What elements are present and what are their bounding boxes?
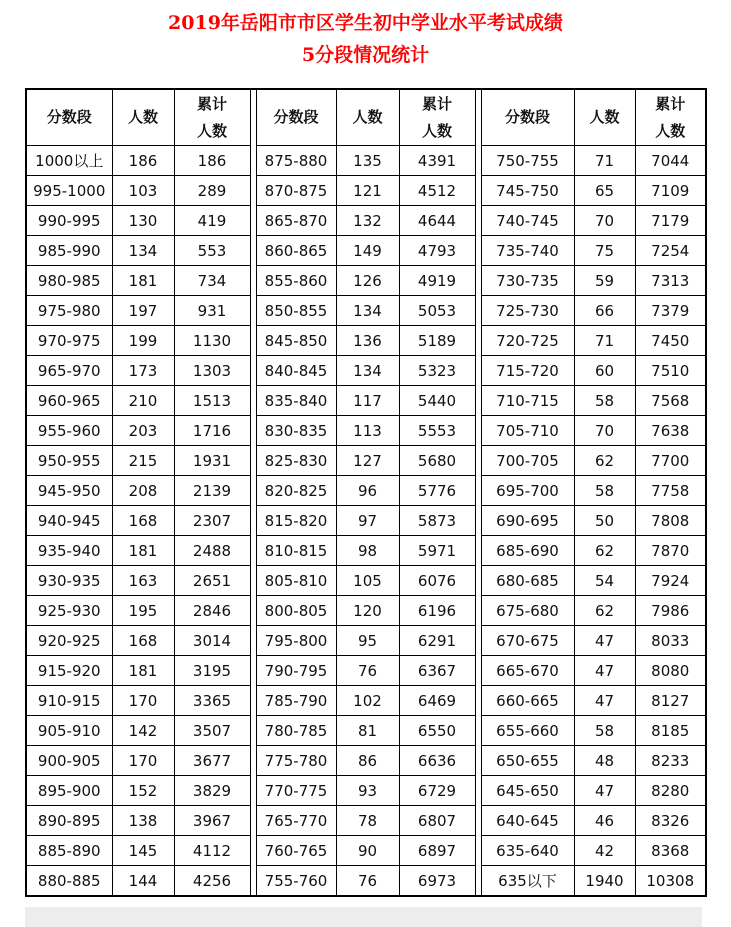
score-range-cell: 955-960 bbox=[26, 416, 112, 446]
count-cell: 149 bbox=[336, 236, 399, 266]
count-cell: 47 bbox=[574, 626, 635, 656]
header-count: 人数 bbox=[112, 89, 174, 146]
cumulative-cell: 5189 bbox=[399, 326, 475, 356]
count-cell: 65 bbox=[574, 176, 635, 206]
score-range-cell: 695-700 bbox=[481, 476, 574, 506]
score-range-cell: 930-935 bbox=[26, 566, 112, 596]
cumulative-cell: 5873 bbox=[399, 506, 475, 536]
score-range-cell: 790-795 bbox=[256, 656, 336, 686]
cumulative-cell: 4112 bbox=[174, 836, 250, 866]
cumulative-cell: 4644 bbox=[399, 206, 475, 236]
cumulative-cell: 4512 bbox=[399, 176, 475, 206]
score-range-cell: 960-965 bbox=[26, 386, 112, 416]
cumulative-cell: 3507 bbox=[174, 716, 250, 746]
count-cell: 152 bbox=[112, 776, 174, 806]
table-row bbox=[26, 506, 706, 536]
table-row bbox=[26, 596, 706, 626]
header-score-range: 分数段 bbox=[26, 89, 112, 146]
score-range-cell: 830-835 bbox=[256, 416, 336, 446]
table-row bbox=[26, 626, 706, 656]
count-cell: 66 bbox=[574, 296, 635, 326]
count-cell: 96 bbox=[336, 476, 399, 506]
cumulative-cell: 7510 bbox=[635, 356, 706, 386]
count-cell: 60 bbox=[574, 356, 635, 386]
cumulative-cell: 7044 bbox=[635, 146, 706, 176]
score-range-cell: 995-1000 bbox=[26, 176, 112, 206]
cumulative-cell: 8280 bbox=[635, 776, 706, 806]
cumulative-cell: 5323 bbox=[399, 356, 475, 386]
score-range-cell: 950-955 bbox=[26, 446, 112, 476]
table-body bbox=[26, 146, 706, 897]
count-cell: 173 bbox=[112, 356, 174, 386]
cumulative-cell: 6367 bbox=[399, 656, 475, 686]
cumulative-cell: 4391 bbox=[399, 146, 475, 176]
score-range-cell: 795-800 bbox=[256, 626, 336, 656]
count-cell: 98 bbox=[336, 536, 399, 566]
cumulative-cell: 7924 bbox=[635, 566, 706, 596]
table-row bbox=[26, 566, 706, 596]
cumulative-cell: 7870 bbox=[635, 536, 706, 566]
count-cell: 144 bbox=[112, 866, 174, 897]
count-cell: 134 bbox=[336, 296, 399, 326]
score-range-cell: 860-865 bbox=[256, 236, 336, 266]
count-cell: 71 bbox=[574, 326, 635, 356]
score-range-cell: 825-830 bbox=[256, 446, 336, 476]
cumulative-cell: 7313 bbox=[635, 266, 706, 296]
score-range-cell: 720-725 bbox=[481, 326, 574, 356]
count-cell: 105 bbox=[336, 566, 399, 596]
score-range-cell: 765-770 bbox=[256, 806, 336, 836]
score-range-cell: 780-785 bbox=[256, 716, 336, 746]
cumulative-cell: 2139 bbox=[174, 476, 250, 506]
cumulative-cell: 7758 bbox=[635, 476, 706, 506]
count-cell: 197 bbox=[112, 296, 174, 326]
cumulative-cell: 6550 bbox=[399, 716, 475, 746]
count-cell: 50 bbox=[574, 506, 635, 536]
table-row bbox=[26, 476, 706, 506]
table-row bbox=[26, 686, 706, 716]
score-range-cell: 750-755 bbox=[481, 146, 574, 176]
table-row bbox=[26, 446, 706, 476]
cumulative-cell: 7254 bbox=[635, 236, 706, 266]
cumulative-cell: 1303 bbox=[174, 356, 250, 386]
count-cell: 46 bbox=[574, 806, 635, 836]
score-range-cell: 675-680 bbox=[481, 596, 574, 626]
score-range-cell: 980-985 bbox=[26, 266, 112, 296]
table-row bbox=[26, 536, 706, 566]
cumulative-cell: 7450 bbox=[635, 326, 706, 356]
score-range-cell: 660-665 bbox=[481, 686, 574, 716]
score-range-cell: 945-950 bbox=[26, 476, 112, 506]
table-row bbox=[26, 146, 706, 176]
cumulative-cell: 3195 bbox=[174, 656, 250, 686]
cumulative-cell: 4793 bbox=[399, 236, 475, 266]
score-range-cell: 970-975 bbox=[26, 326, 112, 356]
count-cell: 71 bbox=[574, 146, 635, 176]
score-range-cell: 815-820 bbox=[256, 506, 336, 536]
score-range-cell: 665-670 bbox=[481, 656, 574, 686]
cumulative-cell: 7179 bbox=[635, 206, 706, 236]
score-range-cell: 735-740 bbox=[481, 236, 574, 266]
count-cell: 47 bbox=[574, 776, 635, 806]
score-range-cell: 805-810 bbox=[256, 566, 336, 596]
count-cell: 1940 bbox=[574, 866, 635, 897]
count-cell: 62 bbox=[574, 446, 635, 476]
score-range-cell: 785-790 bbox=[256, 686, 336, 716]
cumulative-cell: 2307 bbox=[174, 506, 250, 536]
count-cell: 76 bbox=[336, 866, 399, 897]
count-cell: 168 bbox=[112, 506, 174, 536]
table-row bbox=[26, 386, 706, 416]
header-cumulative bbox=[399, 89, 475, 146]
header-cumulative bbox=[174, 89, 250, 146]
score-range-cell: 840-845 bbox=[256, 356, 336, 386]
score-range-cell: 855-860 bbox=[256, 266, 336, 296]
count-cell: 47 bbox=[574, 686, 635, 716]
count-cell: 199 bbox=[112, 326, 174, 356]
count-cell: 47 bbox=[574, 656, 635, 686]
count-cell: 186 bbox=[112, 146, 174, 176]
score-range-cell: 880-885 bbox=[26, 866, 112, 897]
table-row bbox=[26, 716, 706, 746]
count-cell: 181 bbox=[112, 656, 174, 686]
cumulative-cell: 7700 bbox=[635, 446, 706, 476]
count-cell: 215 bbox=[112, 446, 174, 476]
score-distribution-table bbox=[25, 88, 707, 897]
score-range-cell: 635以下 bbox=[481, 866, 574, 897]
score-range-cell: 760-765 bbox=[256, 836, 336, 866]
cumulative-cell: 289 bbox=[174, 176, 250, 206]
score-range-cell: 705-710 bbox=[481, 416, 574, 446]
count-cell: 81 bbox=[336, 716, 399, 746]
score-range-cell: 835-840 bbox=[256, 386, 336, 416]
cumulative-cell: 1931 bbox=[174, 446, 250, 476]
count-cell: 62 bbox=[574, 596, 635, 626]
score-range-cell: 845-850 bbox=[256, 326, 336, 356]
count-cell: 126 bbox=[336, 266, 399, 296]
table-row bbox=[26, 806, 706, 836]
cumulative-cell: 6807 bbox=[399, 806, 475, 836]
cumulative-cell: 734 bbox=[174, 266, 250, 296]
score-range-cell: 640-645 bbox=[481, 806, 574, 836]
score-range-cell: 810-815 bbox=[256, 536, 336, 566]
count-cell: 142 bbox=[112, 716, 174, 746]
score-range-cell: 700-705 bbox=[481, 446, 574, 476]
cumulative-cell: 7638 bbox=[635, 416, 706, 446]
cumulative-cell: 5053 bbox=[399, 296, 475, 326]
table-row bbox=[26, 206, 706, 236]
count-cell: 138 bbox=[112, 806, 174, 836]
score-range-cell: 710-715 bbox=[481, 386, 574, 416]
cumulative-cell: 3967 bbox=[174, 806, 250, 836]
table-row bbox=[26, 356, 706, 386]
cumulative-cell: 5971 bbox=[399, 536, 475, 566]
cumulative-cell: 2846 bbox=[174, 596, 250, 626]
score-range-cell: 680-685 bbox=[481, 566, 574, 596]
count-cell: 58 bbox=[574, 386, 635, 416]
count-cell: 134 bbox=[112, 236, 174, 266]
cumulative-cell: 3014 bbox=[174, 626, 250, 656]
count-cell: 48 bbox=[574, 746, 635, 776]
cumulative-cell: 5680 bbox=[399, 446, 475, 476]
score-range-cell: 940-945 bbox=[26, 506, 112, 536]
count-cell: 54 bbox=[574, 566, 635, 596]
header-score-range: 分数段 bbox=[481, 89, 574, 146]
cumulative-cell: 3677 bbox=[174, 746, 250, 776]
count-cell: 210 bbox=[112, 386, 174, 416]
cumulative-cell: 6636 bbox=[399, 746, 475, 776]
count-cell: 70 bbox=[574, 416, 635, 446]
cumulative-cell: 5776 bbox=[399, 476, 475, 506]
cumulative-cell: 6729 bbox=[399, 776, 475, 806]
score-range-cell: 1000以上 bbox=[26, 146, 112, 176]
cumulative-cell: 6196 bbox=[399, 596, 475, 626]
cumulative-cell: 8185 bbox=[635, 716, 706, 746]
cumulative-cell: 7568 bbox=[635, 386, 706, 416]
score-range-cell: 690-695 bbox=[481, 506, 574, 536]
count-cell: 134 bbox=[336, 356, 399, 386]
count-cell: 93 bbox=[336, 776, 399, 806]
count-cell: 90 bbox=[336, 836, 399, 866]
cumulative-cell: 8326 bbox=[635, 806, 706, 836]
cumulative-cell: 10308 bbox=[635, 866, 706, 897]
count-cell: 62 bbox=[574, 536, 635, 566]
count-cell: 170 bbox=[112, 746, 174, 776]
count-cell: 95 bbox=[336, 626, 399, 656]
score-range-cell: 885-890 bbox=[26, 836, 112, 866]
table-row bbox=[26, 326, 706, 356]
cumulative-cell: 4256 bbox=[174, 866, 250, 897]
count-cell: 59 bbox=[574, 266, 635, 296]
header-cumulative bbox=[635, 89, 706, 146]
header-cumulative-line2: 人数 bbox=[655, 121, 686, 140]
cumulative-cell: 4919 bbox=[399, 266, 475, 296]
bottom-bar bbox=[25, 907, 702, 927]
score-range-cell: 975-980 bbox=[26, 296, 112, 326]
score-range-cell: 910-915 bbox=[26, 686, 112, 716]
header-cumulative-line1: 累计 bbox=[196, 94, 227, 113]
count-cell: 203 bbox=[112, 416, 174, 446]
cumulative-cell: 419 bbox=[174, 206, 250, 236]
score-range-cell: 870-875 bbox=[256, 176, 336, 206]
cumulative-cell: 6469 bbox=[399, 686, 475, 716]
count-cell: 145 bbox=[112, 836, 174, 866]
header-score-range: 分数段 bbox=[256, 89, 336, 146]
cumulative-cell: 6897 bbox=[399, 836, 475, 866]
header-cumulative-line2: 人数 bbox=[196, 121, 227, 140]
document-subtitle: 5分段情况统计 bbox=[301, 44, 430, 66]
score-range-cell: 985-990 bbox=[26, 236, 112, 266]
count-cell: 75 bbox=[574, 236, 635, 266]
count-cell: 168 bbox=[112, 626, 174, 656]
cumulative-cell: 8080 bbox=[635, 656, 706, 686]
table-row bbox=[26, 776, 706, 806]
score-range-cell: 935-940 bbox=[26, 536, 112, 566]
cumulative-cell: 8033 bbox=[635, 626, 706, 656]
cumulative-cell: 553 bbox=[174, 236, 250, 266]
document-title: 2019年岳阳市市区学生初中学业水平考试成绩 bbox=[168, 12, 563, 34]
count-cell: 102 bbox=[336, 686, 399, 716]
count-cell: 132 bbox=[336, 206, 399, 236]
cumulative-cell: 2651 bbox=[174, 566, 250, 596]
score-range-cell: 755-760 bbox=[256, 866, 336, 897]
count-cell: 130 bbox=[112, 206, 174, 236]
cumulative-cell: 3365 bbox=[174, 686, 250, 716]
score-range-cell: 730-735 bbox=[481, 266, 574, 296]
cumulative-cell: 7379 bbox=[635, 296, 706, 326]
score-range-cell: 965-970 bbox=[26, 356, 112, 386]
cumulative-cell: 6291 bbox=[399, 626, 475, 656]
count-cell: 170 bbox=[112, 686, 174, 716]
cumulative-cell: 1130 bbox=[174, 326, 250, 356]
header-count: 人数 bbox=[574, 89, 635, 146]
count-cell: 135 bbox=[336, 146, 399, 176]
count-cell: 121 bbox=[336, 176, 399, 206]
score-range-cell: 905-910 bbox=[26, 716, 112, 746]
score-range-cell: 850-855 bbox=[256, 296, 336, 326]
cumulative-cell: 1716 bbox=[174, 416, 250, 446]
cumulative-cell: 6973 bbox=[399, 866, 475, 897]
table-row bbox=[26, 236, 706, 266]
cumulative-cell: 8233 bbox=[635, 746, 706, 776]
score-range-cell: 890-895 bbox=[26, 806, 112, 836]
score-range-cell: 685-690 bbox=[481, 536, 574, 566]
cumulative-cell: 186 bbox=[174, 146, 250, 176]
cumulative-cell: 8368 bbox=[635, 836, 706, 866]
count-cell: 181 bbox=[112, 266, 174, 296]
count-cell: 42 bbox=[574, 836, 635, 866]
cumulative-cell: 1513 bbox=[174, 386, 250, 416]
score-range-cell: 820-825 bbox=[256, 476, 336, 506]
cumulative-cell: 5440 bbox=[399, 386, 475, 416]
count-cell: 120 bbox=[336, 596, 399, 626]
cumulative-cell: 3829 bbox=[174, 776, 250, 806]
header-cumulative-line1: 累计 bbox=[421, 94, 452, 113]
table-header-row bbox=[26, 89, 706, 146]
cumulative-cell: 8127 bbox=[635, 686, 706, 716]
score-range-cell: 915-920 bbox=[26, 656, 112, 686]
count-cell: 86 bbox=[336, 746, 399, 776]
score-range-cell: 920-925 bbox=[26, 626, 112, 656]
count-cell: 76 bbox=[336, 656, 399, 686]
score-range-cell: 715-720 bbox=[481, 356, 574, 386]
header-cumulative-line2: 人数 bbox=[421, 121, 452, 140]
cumulative-cell: 5553 bbox=[399, 416, 475, 446]
score-range-cell: 925-930 bbox=[26, 596, 112, 626]
cumulative-cell: 6076 bbox=[399, 566, 475, 596]
count-cell: 58 bbox=[574, 476, 635, 506]
count-cell: 70 bbox=[574, 206, 635, 236]
count-cell: 181 bbox=[112, 536, 174, 566]
count-cell: 113 bbox=[336, 416, 399, 446]
score-range-cell: 655-660 bbox=[481, 716, 574, 746]
table-row bbox=[26, 176, 706, 206]
score-range-cell: 900-905 bbox=[26, 746, 112, 776]
score-range-cell: 775-780 bbox=[256, 746, 336, 776]
cumulative-cell: 7986 bbox=[635, 596, 706, 626]
count-cell: 58 bbox=[574, 716, 635, 746]
table-row bbox=[26, 416, 706, 446]
table-row bbox=[26, 266, 706, 296]
count-cell: 78 bbox=[336, 806, 399, 836]
score-range-cell: 770-775 bbox=[256, 776, 336, 806]
cumulative-cell: 931 bbox=[174, 296, 250, 326]
score-range-cell: 725-730 bbox=[481, 296, 574, 326]
count-cell: 136 bbox=[336, 326, 399, 356]
cumulative-cell: 7808 bbox=[635, 506, 706, 536]
count-cell: 97 bbox=[336, 506, 399, 536]
score-range-cell: 875-880 bbox=[256, 146, 336, 176]
score-range-cell: 800-805 bbox=[256, 596, 336, 626]
table-row bbox=[26, 746, 706, 776]
header-count: 人数 bbox=[336, 89, 399, 146]
score-range-cell: 895-900 bbox=[26, 776, 112, 806]
count-cell: 163 bbox=[112, 566, 174, 596]
count-cell: 103 bbox=[112, 176, 174, 206]
count-cell: 208 bbox=[112, 476, 174, 506]
score-range-cell: 990-995 bbox=[26, 206, 112, 236]
count-cell: 117 bbox=[336, 386, 399, 416]
score-range-cell: 645-650 bbox=[481, 776, 574, 806]
score-range-cell: 745-750 bbox=[481, 176, 574, 206]
table-row bbox=[26, 866, 706, 897]
table-row bbox=[26, 836, 706, 866]
table-row bbox=[26, 296, 706, 326]
score-range-cell: 740-745 bbox=[481, 206, 574, 236]
cumulative-cell: 2488 bbox=[174, 536, 250, 566]
count-cell: 127 bbox=[336, 446, 399, 476]
count-cell: 195 bbox=[112, 596, 174, 626]
table-row bbox=[26, 656, 706, 686]
score-range-cell: 865-870 bbox=[256, 206, 336, 236]
score-range-cell: 650-655 bbox=[481, 746, 574, 776]
score-range-cell: 635-640 bbox=[481, 836, 574, 866]
score-range-cell: 670-675 bbox=[481, 626, 574, 656]
header-cumulative-line1: 累计 bbox=[655, 94, 686, 113]
cumulative-cell: 7109 bbox=[635, 176, 706, 206]
